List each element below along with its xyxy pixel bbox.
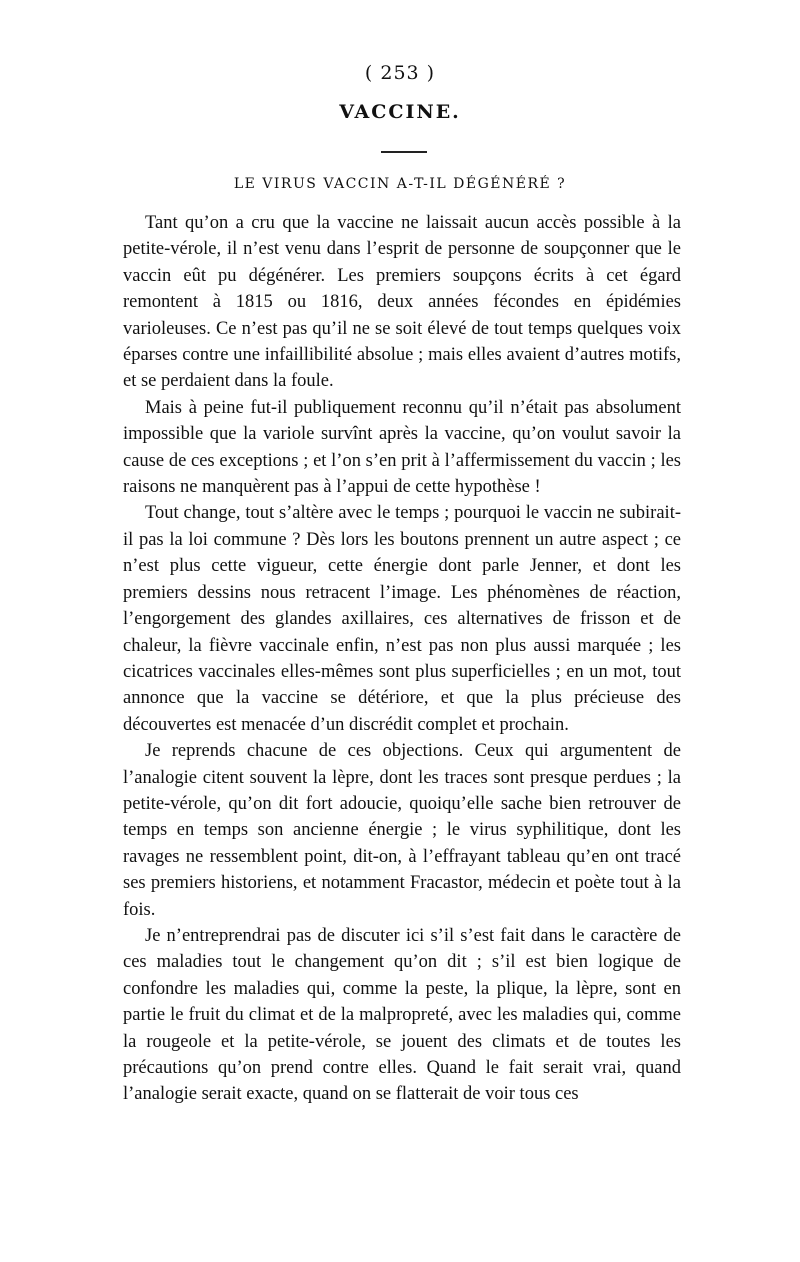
paragraph: Tant qu’on a cru que la vaccine ne laissait aucun accès possible à la petite-vérole, il n’est venu dans l’esprit de personne de soupçonner que le vaccin eût pu dégénérer. Les premiers soupçons écrits à cet égard remontent à 1815 ou 1816, deux années fécondes en épidémies varioleuses. Ce n’est pas qu’il ne se soit élevé de tout temps quelques voix éparses contre une infaillibilité absolue ; mais elles avaient d’autres motifs, et se perdaient dans la foule.: [123, 213, 681, 392]
paragraph: Tout change, tout s’altère avec le temps ; pourquoi le vaccin ne subirait-il pas la loi commune ? Dès lors les boutons prennent un autre aspect ; ce n’est plus cette vigueur, cette énergie dont parle Jenner, et dont les premiers dessins nous retracent l’image. Les phénomènes de réaction, l’engorgement des glandes axillaires, ces alternatives de frisson et de chaleur, la fièvre vaccinale enfin, n’est pas non plus aussi marquée ; les cicatrices vaccinales elles-mêmes sont plus superficielles ; en un mot, tout annonce que la vaccine se détériore, et que la plus précieuse des découvertes est menacée d’un discrédit complet et prochain.: [123, 503, 681, 735]
page-number: ( 253 ): [364, 62, 436, 84]
body-text: [123, 210, 681, 1108]
paragraph: Mais à peine fut-il publiquement reconnu qu’il n’était pas absolument impossible que la variole survînt après la vaccine, qu’on voulut savoir la cause de ces exceptions ; et l’on s’en prit à l’affermissement du vaccin ; les raisons ne manquèrent pas à l’appui de cette hypothèse !: [123, 397, 681, 498]
paragraph: Je reprends chacune de ces objections. Ceux qui argumentent de l’analogie citent souvent la lèpre, dont les traces sont presque perdues ; la petite-vérole, qu’on dit fort adoucie, quoiqu’elle sache bien retrouver de temps en temps son ancienne énergie ; le virus syphilitique, dont les ravages ne ressemblent point, dit-on, à l’effrayant tableau qu’en ont tracé ses premiers historiens, et notamment Fracastor, médecin et poète tout à la fois.: [123, 741, 681, 920]
section-title: VACCINE.: [339, 101, 461, 123]
article-subtitle: LE VIRUS VACCIN A-T-IL DÉGÉNÉRÉ ?: [233, 176, 567, 192]
title-rule: [381, 151, 427, 153]
paragraph: Je n’entreprendrai pas de discuter ici s’il s’est fait dans le caractère de ces maladies tout le changement qu’on dit ; s’il est bien logique de confondre les maladies qui, comme la peste, la plique, la lèpre, sont en partie le fruit du climat et de la malpropreté, avec les maladies qui, comme la rougeole et la petite-vérole, se jouent des climats et de toutes les précautions qu’on prend contre elles. Quand le fait serait vrai, quand l’analogie serait exacte, quand on se flatterait de voir tous ces: [123, 925, 681, 1105]
